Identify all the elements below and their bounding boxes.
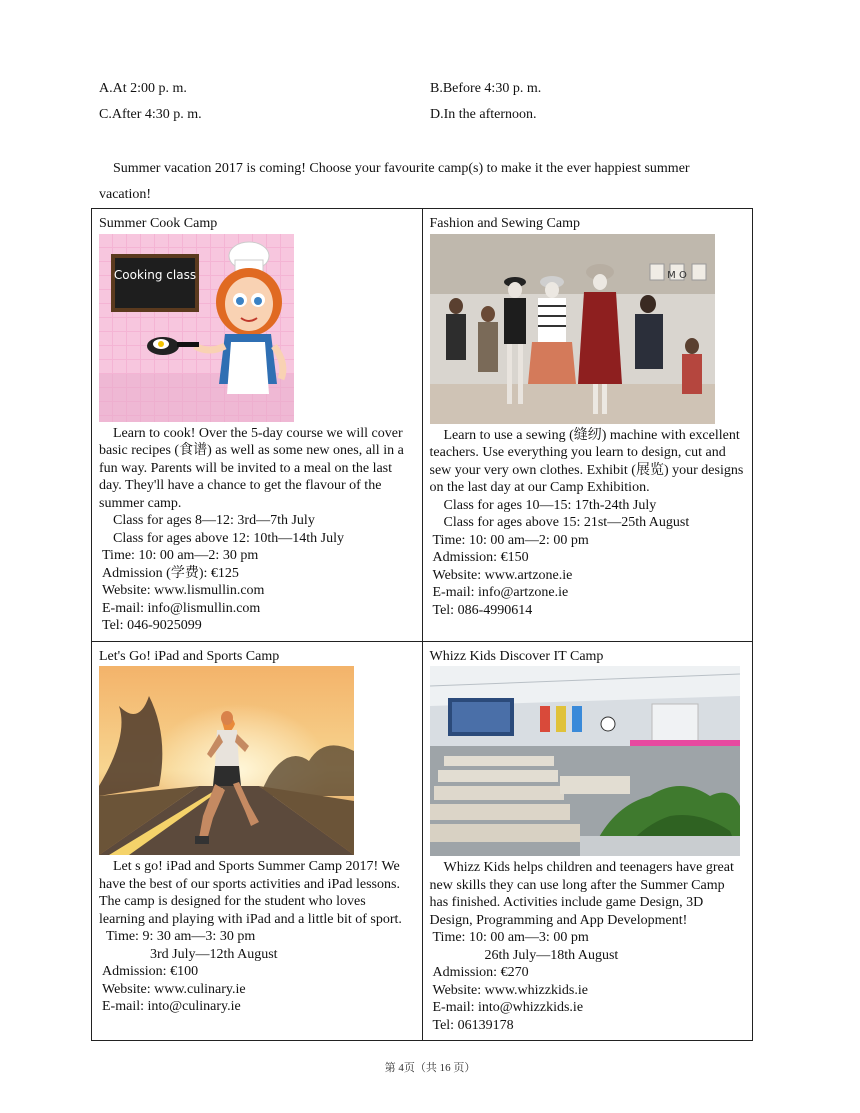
- intro-paragraph: [99, 156, 739, 208]
- cook-camp-cell: [92, 209, 423, 642]
- ipad-camp-description: [99, 858, 415, 928]
- fashion-email: E-mail: info@artzone.ie: [432, 585, 569, 600]
- ipad-camp-title: Let's Go! iPad and Sports Camp: [99, 648, 280, 664]
- fashion-website: Website: www.artzone.ie: [432, 567, 573, 583]
- fashion-tel: Tel: 086-4990614: [432, 602, 533, 618]
- page-footer: 第 4页（共 16 页）: [384, 1062, 476, 1074]
- ipad-camp-cell: [92, 641, 423, 1041]
- cook-website: Website: www.lismullin.com: [102, 583, 265, 598]
- fashion-time: Time: 10: 00 am—2: 00 pm: [432, 532, 589, 548]
- cook-time: Time: 10: 00 am—2: 30 pm: [102, 548, 259, 563]
- whizz-time: Time: 10: 00 am—3: 00 pm: [432, 930, 589, 945]
- whizz-camp-description: [430, 859, 746, 929]
- cook-class-2: Class for ages above 12: 10th—14th July: [113, 530, 344, 546]
- cook-camp-description: [99, 425, 415, 513]
- cook-class-1: Class for ages 8—12: 3rd—7th July: [113, 513, 315, 528]
- fashion-sign-text: M O: [666, 269, 687, 281]
- whizz-dates: 26th July—18th August: [484, 947, 619, 963]
- cook-camp-title: Summer Cook Camp: [99, 216, 218, 231]
- cook-desc-text: Learn to cook! Over the 5-day course we will cover basic recipes (食谱) as well as some new ones, all in a fun way. Parents will be invited to a meal on the last day. They'll have a chance to get the flavour of the summer camp.: [99, 425, 404, 511]
- fashion-exhibition-photo: [430, 234, 715, 424]
- camps-table: [91, 208, 753, 1041]
- whizz-desc-text: Whizz Kids helps children and teenagers have great new skills they can use long after the Summer Camp has finished. Activities include game Design, 3D Design, Programming and App Development!: [429, 860, 734, 928]
- runner-sunset-photo: [99, 666, 354, 855]
- ipad-desc-text: Let s go! iPad and Sports Summer Camp 2017! We have the best of our sports activities and iPad lessons. The camp is designed for the student who loves learning and playing with iPad and a little bit of sport.: [99, 859, 402, 927]
- ipad-email: E-mail: into@culinary.ie: [102, 999, 241, 1014]
- cooking-sign-text: Cooking class: [113, 267, 197, 282]
- fashion-desc-text: Learn to use a sewing (缝纫) machine with excellent teachers. Use everything you learn to design, cut and sew your very own clothes. Exhibit (展览) your designs on the last day at our Camp Exhibition.: [429, 427, 744, 495]
- fashion-class-1: Class for ages 10—15: 17th-24th July: [443, 497, 657, 513]
- option-c: C.After 4:30 p. m.: [99, 107, 202, 122]
- whizz-tel: Tel: 06139178: [432, 1017, 514, 1033]
- ipad-admission: Admission: €100: [102, 964, 199, 979]
- fashion-class-2: Class for ages above 15: 21st—25th August: [443, 515, 690, 530]
- it-camp-hall-photo: [430, 666, 740, 856]
- whizz-camp-cell: [422, 641, 753, 1041]
- fashion-admission: Admission: €150: [432, 550, 529, 565]
- ipad-dates: 3rd July—12th August: [150, 946, 278, 962]
- whizz-email: E-mail: into@whizzkids.ie: [432, 1000, 584, 1015]
- cook-tel: Tel: 046-9025099: [102, 618, 202, 633]
- option-a: A.At 2:00 p. m.: [99, 81, 187, 96]
- option-b: B.Before 4:30 p. m.: [430, 81, 542, 96]
- cook-admission: Admission (学费): €125: [102, 565, 239, 581]
- whizz-camp-title: Whizz Kids Discover IT Camp: [429, 648, 604, 664]
- intro-text: Summer vacation 2017 is coming! Choose your favourite camp(s) to make it the ever happiest summer vacation!: [99, 161, 690, 202]
- fashion-camp-description: [430, 427, 746, 497]
- option-d: D.In the afternoon.: [430, 107, 537, 122]
- ipad-website: Website: www.culinary.ie: [102, 981, 246, 997]
- fashion-camp-title: Fashion and Sewing Camp: [429, 216, 580, 231]
- whizz-website: Website: www.whizzkids.ie: [432, 982, 588, 998]
- cook-email: E-mail: info@lismullin.com: [102, 600, 261, 616]
- ipad-time: Time: 9: 30 am—3: 30 pm: [106, 929, 256, 944]
- cooking-class-illustration: [99, 234, 294, 422]
- fashion-camp-cell: [422, 209, 753, 642]
- whizz-admission: Admission: €270: [432, 965, 529, 980]
